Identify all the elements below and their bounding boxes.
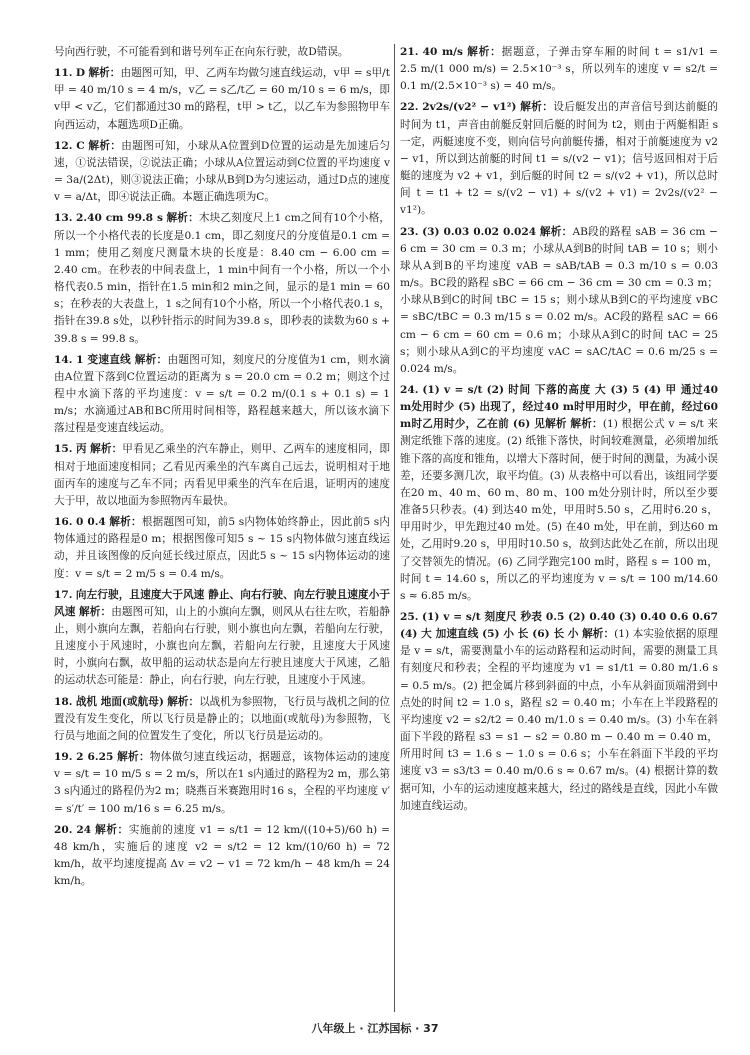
question-number: 12. — [54, 139, 73, 152]
answer-text: D — [75, 67, 86, 80]
answer-item — [400, 44, 718, 95]
answer-item — [54, 822, 390, 891]
analysis-text: (1) 本实验依据的原理是 v = s/t，需要测量小车的运动路程和运动时间，需要的测量工具有刻度尺和秒表；全程的平均速度为 v1 = s1/t1 = 0.80 m/1.6 s = 0.5 m/s。(2) 把金属片移到斜面的中点，小车从斜面顶端滑到中点处的时间 t2 = 1.0 s，路程 s2 = 0.40 m；小车在上半段路程的平均速度 v2 = s2/t2 = 0.40 m/1.0 s = 0.40 m/s。(3) 小车在斜面下半段的路程 s3 = s1 − s2 = 0.80 m − 0.40 m = 0.40 m，所用时间 t3 = 1.6 s − 1.0 s = 0.6 s；小车在斜面下半段的平均速度 v3 = s3/t3 = 0.40 m/0.6 s ≈ 0.67 m/s。(4) 根据计算的数据可知，小车的运动速度越来越大，经过的路线是直线，因此小车做加速直线运动。 — [400, 628, 719, 812]
answer-text: 2v2s/(v2² − v1²) — [422, 101, 517, 114]
answer-text: 1 变速直线 — [76, 353, 132, 366]
answer-text: (1) v = s/t 刻度尺 秒表 0.5 (2) 0.40 (3) 0.40 0.6 0.67 (4) 大 加速直线 (5) 小 长 (6) 长 小 — [400, 611, 718, 641]
analysis-text: 甲看见乙乘坐的汽车静止，则甲、乙两车的速度相同，即相对于地面速度相同；乙看见丙乘坐的汽车离自己远去，说明相对于地面丙车的速度与乙车不同；丙看见甲乘坐的汽车在后退，证明丙的速度大于甲，故以地面为参照物丙车最快。 — [54, 443, 391, 507]
answer-text: (1) v = s/t (2) 时间 下落的高度 大 (3) 5 (4) 甲 通过40 m处用时少 (5) 出现了，经过40 m时甲用时少，甲在前，经过60 m时乙用时少，乙在前 (6) 见解析 — [400, 383, 718, 431]
answer-item — [54, 352, 390, 438]
question-number: 20. — [54, 823, 73, 836]
question-number: 13. — [54, 212, 73, 225]
analysis-text: 木块乙刻度尺上1 cm之间有10个小格，所以一个小格代表的长度是0.1 cm，即乙刻度尺的分度值是0.1 cm = 1 mm；使用乙刻度尺测量木块的长度是：8.40 cm − 6.00 cm = 2.40 cm。在秒表的中间表盘上，1 min中间有一个小格，所以一个小格代表0.5 min，指针在1.5 min和2 min之间，显示的是1 min = 60 s；在秒表的大表盘上，1 s之间有10个小格，所以一个小格代表0.1 s，指针在39.8 s处，以秒针指示的时间为39.8 s，即秒表的读数为60 s + 39.8 s = 99.8 s。 — [54, 212, 390, 345]
question-number: 25. — [400, 611, 419, 623]
question-number: 15. — [54, 443, 73, 456]
answer-text: (3) 0.03 0.02 0.024 — [422, 225, 537, 238]
continuation-text: 号向西行驶，不可能看到和谐号列车正在向东行驶，故D错误。 — [54, 46, 349, 58]
analysis-label: 解析： — [95, 823, 129, 836]
analysis-text: 实施前的速度 v1 = s/t1 = 12 km/((10+5)/60 h) = 48 km/h，实施后的速度 v2 = s/t2 = 12 km/(10/60 h) = 72 km/h，故平均速度提高 Δv = v2 − v1 = 72 km/h − 48 km/h = 24 km/h。 — [54, 823, 390, 888]
answer-text: 丙 — [75, 443, 87, 456]
analysis-label: 解析： — [109, 516, 142, 529]
analysis-text: 以战机为参照物，飞行员与战机之间的位置没有发生变化，所以飞行员是静止的；以地面(或航母)为参照物，飞行员与地面之间的位置发生了变化，所以飞行员是运动的。 — [54, 695, 391, 742]
analysis-text: (1) 根据公式 v = s/t 来测定纸锥下落的速度。(2) 纸锥下落快，时间较难测量，必须增加纸锥下落的高度和锥角，以增大下落时间，便于时间的测量，为减小误差，还要多测几次，取平均值。(3) 从表格中可以看出，该组同学要在20 m、40 m、60 m、80 m、100 m处分别计时，所以至少要准备5只秒表。(4) 到达40 m处，甲用时5.50 s，乙用时6.20 s，甲用时少，甲先跑过40 m处。(5) 在40 m处，甲在前，到达60 m处，乙用时9.20 s，甲用时10.50 s，故到达此处乙在前，所以出现了交替领先的情况。(6) 乙同学跑完100 m时，路程 s = 100 m，时间 t = 14.60 s，所以乙的平均速度为 v = s/t = 100 m/14.60 s ≈ 6.85 m/s。 — [400, 418, 719, 602]
analysis-text: 根据题图可知，前5 s内物体始终静止，因此前5 s内物体通过的路程是0 m；根据图像可知5 s ~ 15 s内物体做匀速直线运动，并且该图像的反向延长线过原点，因此5 s ~ 15 s内物体运动的速度：v = s/t = 2 m/5 s = 0.4 m/s。 — [54, 516, 390, 580]
answer-item — [54, 694, 390, 745]
answer-text: 0 0.4 — [76, 516, 106, 529]
analysis-label: 解析： — [134, 353, 168, 366]
analysis-text: 由题图可知，山上的小旗向左飘，则风从右往左吹，若船静止，则小旗向左飘，若船向右行驶，则小旗也向左飘，若船向左行驶，且速度小于风速时，小旗也向左飘，若船向左行驶，且速度大于风速时，小旗向右飘，故甲船的运动状态是向左行驶且速度大于风速，乙船的运动状态可能是：静止，向右行驶，向左行驶，且速度小于风速。 — [54, 605, 391, 687]
analysis-label: 解析： — [167, 695, 200, 708]
answer-item — [400, 99, 718, 219]
analysis-label: 解析： — [88, 139, 122, 152]
analysis-label: 解析： — [570, 418, 603, 431]
question-number: 24. — [400, 383, 419, 396]
answer-item — [400, 224, 718, 378]
analysis-label: 解析： — [78, 605, 112, 618]
answer-item — [54, 65, 390, 134]
analysis-label: 解析： — [520, 101, 554, 114]
question-number: 11. — [54, 67, 73, 80]
analysis-label: 解析： — [539, 225, 573, 238]
question-number: 21. — [400, 46, 419, 58]
answer-item — [54, 587, 390, 690]
left-column — [54, 44, 390, 894]
analysis-text: 由题图可知，小球从A位置到D位置的运动是先加速后匀速，①说法错误，②说法正确；小球从A位置运动到C位置的平均速度 v = 3a/(2Δt)，则③说法正确；小球从B到D为匀速运动，通过D点的速度 v = a/Δt，即④说法正确。本题正确选项为C。 — [54, 139, 391, 204]
answer-text: 24 — [76, 823, 92, 836]
answer-text: C — [76, 139, 85, 152]
column-divider — [394, 44, 395, 1012]
answer-item — [54, 749, 390, 818]
answer-text: 40 m/s — [422, 46, 464, 58]
analysis-text: 由题图可知，刻度尺的分度值为1 cm，则水滴由A位置下落到C位置运动的距离为 s = 20.0 cm = 0.2 m；则这个过程中水滴下落的平均速度：v = s/t = 0.2 m/(0.1 s + 0.1 s) = 1 m/s；水滴通过AB和BC所用时间相等，路程越来越大，所以该水滴下落过程是变速直线运动。 — [54, 353, 390, 435]
analysis-label: 解析： — [117, 751, 150, 764]
answer-text: 战机 地面(或航母) — [75, 695, 164, 708]
answer-item — [54, 138, 390, 207]
page-footer: 八年级上 · 江苏国标 · 37 — [311, 1022, 439, 1035]
analysis-text: 设后艇发出的声音信号到达前艇的时间为 t1，声音由前艇反射回后艇的时间为 t2，则由于两艇相距 s 一定，两艇速度不变，则向信号向前艇传播，相对于前艇速度为 v2 − v1，所以到达前艇的时间 t1 = s/(v2 − v1)；信号返回相对于后艇的速度为 v2 + v1，到后艇的时间 t2 = s/(v2 + v1)，所以总时间 t = t1 + t2 = s/(v2 − v1) + s/(v2 + v1) = 2v2s/(v2² − v1²)。 — [400, 101, 719, 217]
analysis-label: 解析： — [166, 212, 199, 225]
analysis-label: 解析： — [467, 46, 502, 58]
answer-item — [54, 441, 390, 510]
analysis-text: AB段的路程 sAB = 36 cm − 6 cm = 30 cm = 0.3 m；小球从A到B的时间 tAB = 10 s；则小球从A到B的平均速度 vAB = sAB/tAB = 0.3 m/10 s = 0.03 m/s。BC段的路程 sBC = 66 cm − 36 cm = 30 cm = 0.3 m；小球从B到C的时间 tBC = 15 s；则小球从B到C的平均速度 vBC = sBC/tBC = 0.3 m/15 s = 0.02 m/s。AC段的路程 sAC = 66 cm − 6 cm = 60 cm = 0.6 m；小球从A到C的时间 tAC = 25 s；则小球从A到C的平均速度 vAC = sAC/tAC = 0.6 m/25 s = 0.024 m/s。 — [400, 225, 718, 375]
question-number: 19. — [54, 751, 73, 764]
right-answer-list — [400, 44, 718, 815]
left-answer-list — [54, 65, 390, 890]
analysis-text: 由题图可知，甲、乙两车均做匀速直线运动，v甲 = s甲/t甲 = 40 m/10 s = 4 m/s，v乙 = s乙/t乙 = 60 m/10 s = 6 m/s，即 v甲 < v乙，它们都通过30 m的路程，t甲 > t乙，以乙车为参照物甲车向西运动，本题选项D正确。 — [54, 67, 391, 131]
answer-item — [400, 382, 718, 605]
right-column — [400, 44, 718, 819]
question-number: 22. — [400, 101, 419, 114]
analysis-label: 解析： — [88, 67, 121, 80]
answer-text: 2.40 cm 99.8 s — [76, 212, 163, 225]
question-number: 18. — [54, 695, 73, 708]
answer-text: 向左行驶，且速度大于风速 静止、向右行驶、向左行驶且速度小于风速 — [54, 588, 390, 618]
question-number: 14. — [54, 353, 73, 366]
question-number: 16. — [54, 516, 73, 529]
answer-item — [54, 210, 390, 347]
answer-item — [400, 609, 718, 815]
question-number: 23. — [400, 225, 419, 238]
analysis-text: 物体做匀速直线运动，据题意，该物体运动的速度 v = s/t = 10 m/5 s = 2 m/s，所以在1 s内通过的路程为2 m，那么第3 s内通过的路程仍为2 m；晓燕百米赛跑用时16 s，全程的平均速度 v′ = s′/t′ = 100 m/16 s = 6.25 m/s。 — [54, 751, 391, 815]
answer-text: 2 6.25 — [76, 751, 114, 764]
question-number: 17. — [54, 588, 73, 601]
analysis-label: 解析： — [90, 443, 123, 456]
analysis-text: 据题意，子弹击穿车厢的时间 t = s1/v1 = 2.5 m/(1 000 m/s) = 2.5×10⁻³ s，所以列车的速度 v = s2/t = 0.1 m/(2.5×10⁻³ s) = 40 m/s。 — [400, 46, 718, 93]
answer-item — [54, 514, 390, 583]
analysis-label: 解析： — [582, 628, 615, 641]
